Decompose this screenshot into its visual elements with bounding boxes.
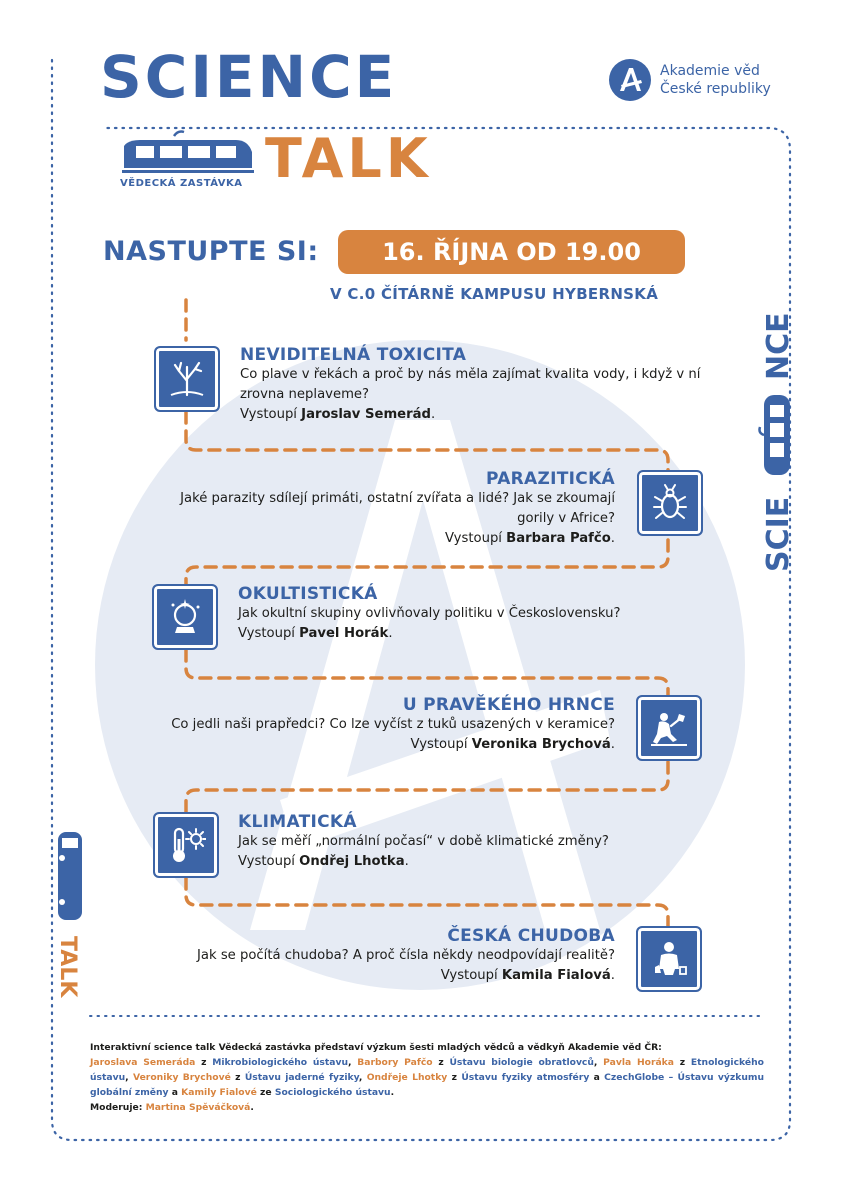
board-lead: NASTUPTE SI: [103,236,319,267]
talk-description [238,832,708,872]
talk-title: NEVIDITELNÁ TOXICITA [240,345,467,365]
bus-icon [56,830,86,922]
talk-description [140,946,615,986]
talk-title: OKULTISTICKÁ [238,584,378,604]
talk-desc-line: gorily v Africe? [517,511,615,526]
talk-3 [238,584,708,644]
talk-6 [140,926,615,986]
talk-icon-box [153,812,219,878]
talk-icon-box [152,584,218,650]
talk-speaker: Vystoupí Veronika Brychová. [410,737,615,752]
talk-title: KLIMATICKÁ [238,812,357,832]
event-venue: V C.0 ČÍTÁRNĚ KAMPUSU HYBERNSKÁ [330,285,659,303]
talk-description [140,489,615,549]
talk-icon-box [636,695,702,761]
talk-description [238,604,708,644]
academy-name [660,62,771,98]
footer-moderator: Moderuje: Martina Spěváčková. [90,1102,254,1113]
talk-title: U PRAVĚKÉHO HRNCE [402,695,615,715]
talk-icon-box [636,926,702,992]
talk-desc-line: Co plave v řekách a proč by nás měla zajímat kvalita vody, i když v ní [240,367,701,382]
footer-info [90,1040,764,1115]
talk-4 [140,695,615,755]
talk-description [140,715,615,755]
talk-1 [240,345,710,425]
vertical-science-logo [756,300,796,600]
talk-speaker: Vystoupí Ondřej Lhotka. [238,854,409,869]
talk-desc-line: Jak se počítá chudoba? A proč čísla někdy neodpovídají realitě? [197,948,615,963]
bug-icon [650,483,690,523]
talk-speaker: Vystoupí Kamila Fialová. [440,968,615,983]
talk-desc-line: Jak okultní skupiny ovlivňovaly politiku v Československu? [238,606,621,621]
talk-icon-box [154,346,220,412]
vertical-science-start: SCIE [761,496,796,572]
talk-title: ČESKÁ CHUDOBA [447,926,615,946]
talk-desc-line: Co jedli naši prapředci? Co lze vyčíst z tuků usazených v keramice? [171,717,615,732]
academy-logo-icon [608,58,652,102]
talk-speaker: Vystoupí Pavel Horák. [238,626,393,641]
vertical-science-end: NCE [761,312,796,380]
event-date: 16. ŘÍJNA OD 19.00 [338,230,685,274]
tram-icon [118,128,258,178]
crystal-ball-icon [165,597,205,637]
tram-label: VĚDECKÁ ZASTÁVKA [120,178,243,189]
vertical-talk-logo [55,920,85,1010]
talk-desc-line: Jaké parazity sdílejí primáti, ostatní zvířata a lidé? Jak se zkoumají [180,491,615,506]
dead-tree-icon [167,359,207,399]
talk-5 [238,812,708,872]
talk-logo: TALK [265,127,432,190]
footer-intro: Interaktivní science talk Vědecká zastávka představí výzkum šesti mladých vědců a vědkyň Akademie věd ČR: [90,1042,662,1053]
talk-speaker: Vystoupí Barbara Pafčo. [445,531,615,546]
talk-2 [140,469,615,549]
archaeologist-icon [649,708,689,748]
talk-speaker: Vystoupí Jaroslav Semerád. [240,407,436,422]
talk-description [240,365,710,425]
talk-desc-line: Jak se měří „normální počasí“ v době klimatické změny? [238,834,609,849]
talk-icon-box [637,470,703,536]
thermometer-sun-icon [166,825,206,865]
academy-line1: Akademie věd [660,63,760,79]
poor-person-icon [649,939,689,979]
talk-desc-line: zrovna neplaveme? [240,387,370,402]
vertical-talk-text: TALK [55,936,80,998]
science-logo: SCIENCE [100,43,398,111]
footer-participants: Jaroslava Semeráda z Mikrobiologického ústavu, Barbory Pafčo z Ústavu biologie obratlovců, Pavla Horáka z Etnologického ústavu, Veroniky Brychové z Ústavu jaderné fyziky, Ondřeje Lhotky z Ústavu fyziky atmosféry a CzechGlobe – Ústavu výzkumu globální změny a Kamily Fialové ze Sociologického ústavu. [90,1057,765,1098]
academy-line2: České republiky [660,81,771,97]
talk-title: PARAZITICKÁ [486,469,615,489]
